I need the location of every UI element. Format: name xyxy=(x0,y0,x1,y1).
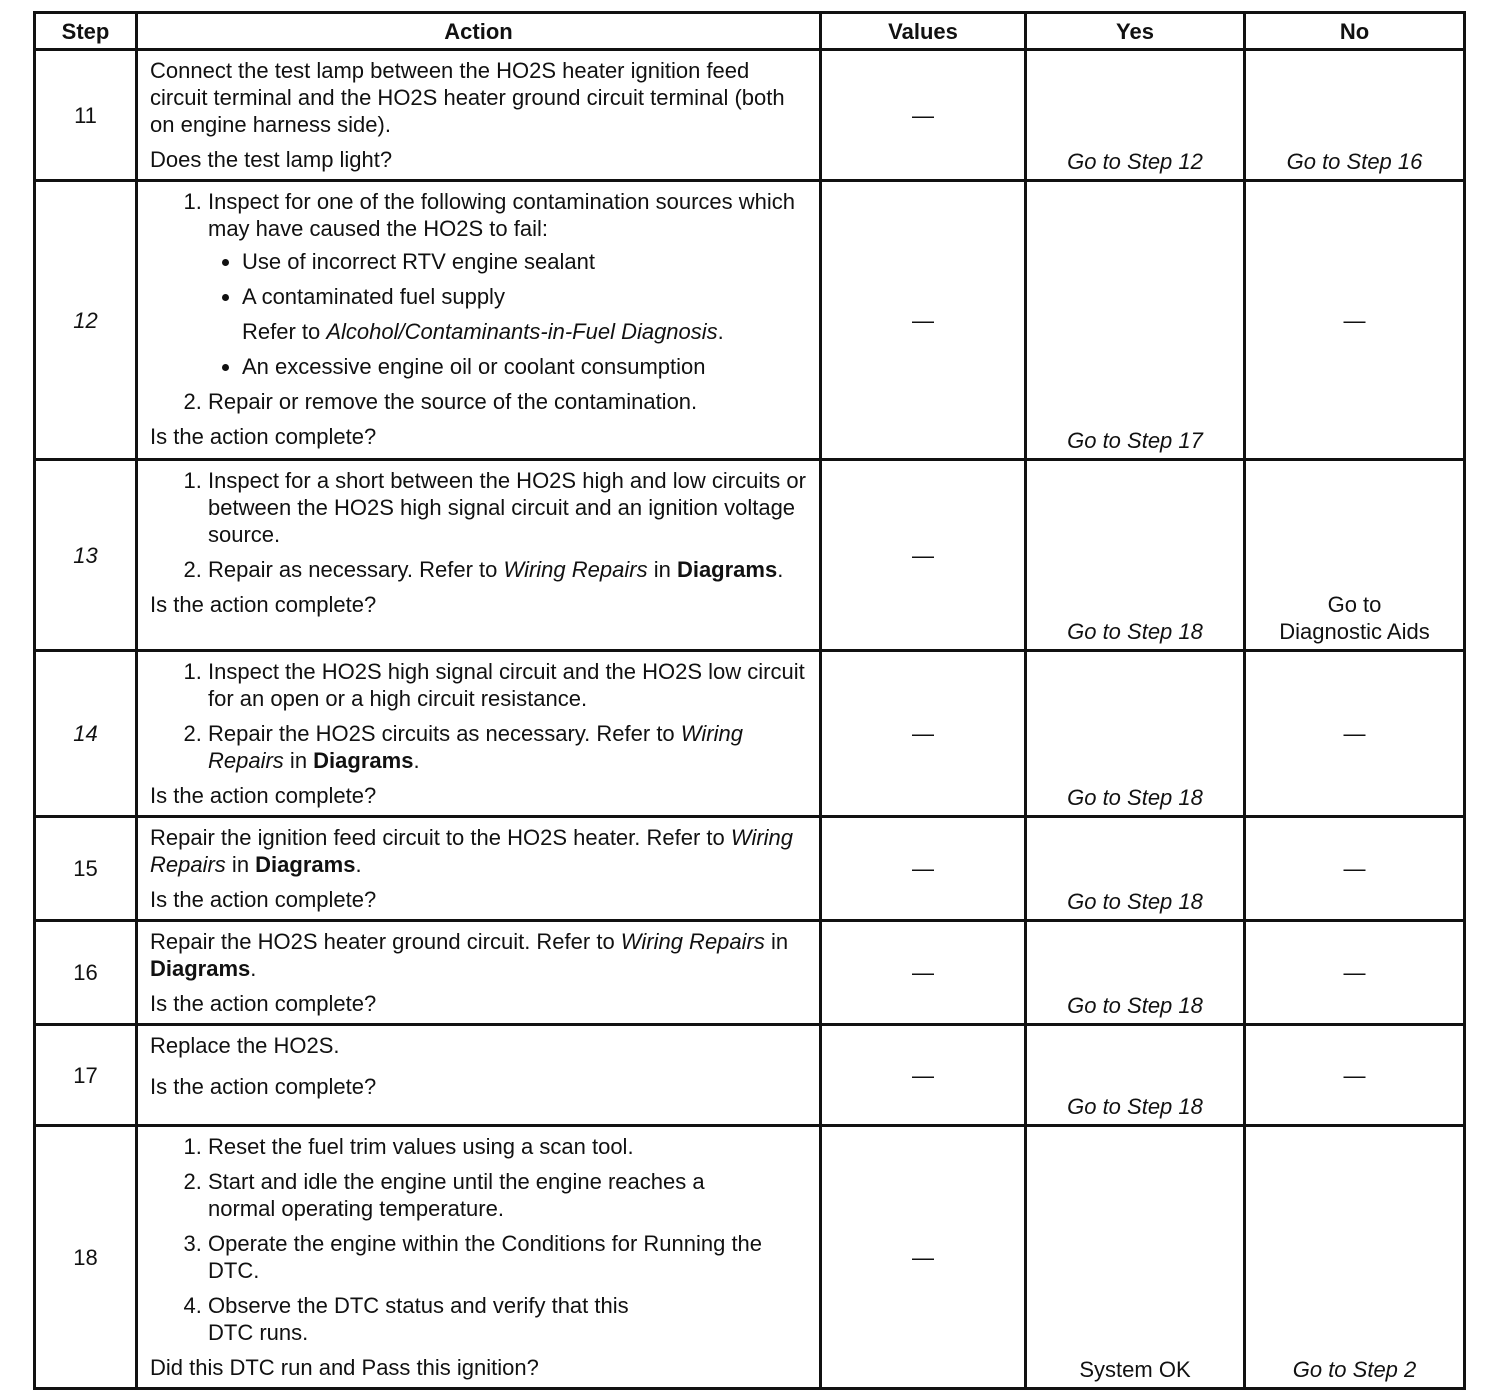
action-question: Did this DTC run and Pass this ignition? xyxy=(150,1355,539,1380)
action-cell xyxy=(137,1126,821,1389)
table-row xyxy=(35,50,1465,181)
action-steps xyxy=(150,188,809,415)
values-cell xyxy=(821,651,1026,817)
list-item: 1. Inspect the HO2S high signal circuit and the HO2S low circuit for an open or a high circuit resistance. xyxy=(208,658,809,712)
list-item: 4. Observe the DTC status and verify that this DTC runs. xyxy=(208,1292,648,1346)
diagnostic-table xyxy=(33,11,1466,1390)
item-bold: Diagrams xyxy=(313,748,414,773)
item-suffix: . xyxy=(777,557,784,582)
dash-mark: — xyxy=(912,1062,934,1088)
action-cell xyxy=(137,651,821,817)
dash-mark: — xyxy=(1343,1062,1366,1088)
yes-cell: Go to Step 18 xyxy=(1026,817,1245,921)
action-question: Is the action complete? xyxy=(150,887,377,912)
step-text: Inspect for one of the following contamination sources which may have caused the HO2S to fail: xyxy=(208,189,795,241)
item-mid: in xyxy=(283,748,314,773)
values-cell xyxy=(821,50,1026,181)
action-question: Is the action complete? xyxy=(150,592,377,617)
step-number: 15 xyxy=(35,817,137,921)
bullet-list xyxy=(208,248,809,380)
text-mid: in xyxy=(764,929,789,954)
text-link: Wiring Repairs xyxy=(620,929,765,954)
table-row xyxy=(35,817,1465,921)
yes-cell: Go to Step 18 xyxy=(1026,460,1245,651)
text-bold: Diagrams xyxy=(255,852,356,877)
list-item: 3. Operate the engine within the Conditions for Running the DTC. xyxy=(208,1230,768,1284)
bullet-item: • An excessive engine oil or coolant consumption xyxy=(242,353,809,380)
header-step: Step xyxy=(35,13,137,50)
action-text xyxy=(150,928,809,982)
dash-mark: — xyxy=(912,960,934,985)
no-cell xyxy=(1245,921,1465,1025)
no-cell xyxy=(1245,1025,1465,1126)
step-number: 11 xyxy=(35,50,137,181)
action-steps xyxy=(150,658,809,774)
bullet-item: • Use of incorrect RTV engine sealant xyxy=(242,248,809,275)
text-suffix: . xyxy=(250,956,257,981)
action-question: Is the action complete? xyxy=(150,1074,377,1099)
item-prefix: Repair the HO2S circuits as necessary. Refer to xyxy=(208,721,681,746)
yes-cell: Go to Step 17 xyxy=(1026,181,1245,460)
action-cell xyxy=(137,50,821,181)
action-cell xyxy=(137,460,821,651)
item-mid: in xyxy=(647,557,677,582)
table-row xyxy=(35,1126,1465,1389)
dash-mark: — xyxy=(912,542,934,568)
dash-mark: — xyxy=(912,856,934,881)
action-cell xyxy=(137,817,821,921)
list-item: 1. Reset the fuel trim values using a scan tool. xyxy=(208,1133,768,1160)
action-text: Replace the HO2S. xyxy=(150,1033,340,1058)
item-link: Wiring Repairs xyxy=(503,557,648,582)
dash-mark: — xyxy=(912,102,934,128)
values-cell xyxy=(821,181,1026,460)
refer-note xyxy=(242,318,809,345)
step-number: 16 xyxy=(35,921,137,1025)
bullet-text: A contaminated fuel supply xyxy=(242,284,505,309)
no-cell xyxy=(1245,817,1465,921)
list-item xyxy=(208,720,809,774)
text-prefix: Repair the HO2S heater ground circuit. Refer to xyxy=(150,929,621,954)
yes-cell: Go to Step 12 xyxy=(1026,50,1245,181)
list-item: 2. Start and idle the engine until the engine reaches a normal operating temperature. xyxy=(208,1168,768,1222)
text-link: Wiring Repairs xyxy=(150,825,794,877)
action-steps xyxy=(150,1133,768,1346)
step-number: 17 xyxy=(35,1025,137,1126)
dash-mark: — xyxy=(912,1244,934,1270)
header-values: Values xyxy=(821,13,1026,50)
step-number: 12 xyxy=(35,181,137,460)
dash-mark: — xyxy=(1343,307,1366,333)
table-row xyxy=(35,921,1465,1025)
item-bold: Diagrams xyxy=(676,557,778,582)
dash-mark: — xyxy=(1343,721,1366,746)
action-text: Connect the test lamp between the HO2S heater ignition feed circuit terminal and the HO2S heater ground circuit terminal (both on engine harness side). xyxy=(150,58,785,137)
text-mid: in xyxy=(225,852,256,877)
action-cell xyxy=(137,181,821,460)
values-cell xyxy=(821,460,1026,651)
item-link: Wiring Repairs xyxy=(208,721,743,773)
action-text xyxy=(150,824,809,878)
yes-cell: System OK xyxy=(1026,1126,1245,1389)
bullet-item xyxy=(242,283,809,345)
action-steps xyxy=(150,467,809,583)
item-prefix: Repair as necessary. Refer to xyxy=(208,557,504,582)
values-cell xyxy=(821,1025,1026,1126)
table-row xyxy=(35,460,1465,651)
step-number: 18 xyxy=(35,1126,137,1389)
text-bold: Diagrams xyxy=(150,956,251,981)
values-cell xyxy=(821,817,1026,921)
yes-cell: Go to Step 18 xyxy=(1026,1025,1245,1126)
text-suffix: . xyxy=(355,852,362,877)
dash-mark: — xyxy=(1343,856,1366,881)
step-number: 13 xyxy=(35,460,137,651)
refer-prefix: Refer to xyxy=(242,319,327,344)
header-action: Action xyxy=(137,13,821,50)
dash-mark: — xyxy=(912,307,934,333)
text-prefix: Repair the ignition feed circuit to the HO2S heater. Refer to xyxy=(150,825,731,850)
yes-cell: Go to Step 18 xyxy=(1026,651,1245,817)
table-row xyxy=(35,651,1465,817)
no-line: Go to xyxy=(1327,592,1382,617)
action-question: Is the action complete? xyxy=(150,783,377,808)
action-question: Is the action complete? xyxy=(150,991,377,1016)
list-item xyxy=(208,188,809,380)
refer-link: Alcohol/Contaminants-in-Fuel Diagnosis xyxy=(326,319,718,344)
action-cell xyxy=(137,1025,821,1126)
header-yes: Yes xyxy=(1026,13,1245,50)
yes-cell: Go to Step 18 xyxy=(1026,921,1245,1025)
no-line: Diagnostic Aids xyxy=(1279,619,1430,644)
no-cell: Go to Step 16 xyxy=(1245,50,1465,181)
step-number: 14 xyxy=(35,651,137,817)
action-question: Does the test lamp light? xyxy=(150,147,393,172)
list-item: 2. Repair or remove the source of the contamination. xyxy=(208,388,809,415)
dash-mark: — xyxy=(912,721,934,746)
values-cell xyxy=(821,1126,1026,1389)
no-cell xyxy=(1245,181,1465,460)
no-cell: Go to Step 2 xyxy=(1245,1126,1465,1389)
no-cell xyxy=(1245,651,1465,817)
values-cell xyxy=(821,921,1026,1025)
refer-suffix: . xyxy=(717,319,724,344)
action-question: Is the action complete? xyxy=(150,424,377,449)
table-row xyxy=(35,181,1465,460)
header-no: No xyxy=(1245,13,1465,50)
header-row xyxy=(35,13,1465,50)
item-suffix: . xyxy=(413,748,420,773)
dash-mark: — xyxy=(1343,960,1366,985)
no-cell xyxy=(1245,460,1465,651)
list-item: 1. Inspect for a short between the HO2S high and low circuits or between the HO2S high signal circuit and an ignition voltage source. xyxy=(208,467,809,548)
table-row xyxy=(35,1025,1465,1126)
list-item xyxy=(208,556,809,583)
action-cell xyxy=(137,921,821,1025)
